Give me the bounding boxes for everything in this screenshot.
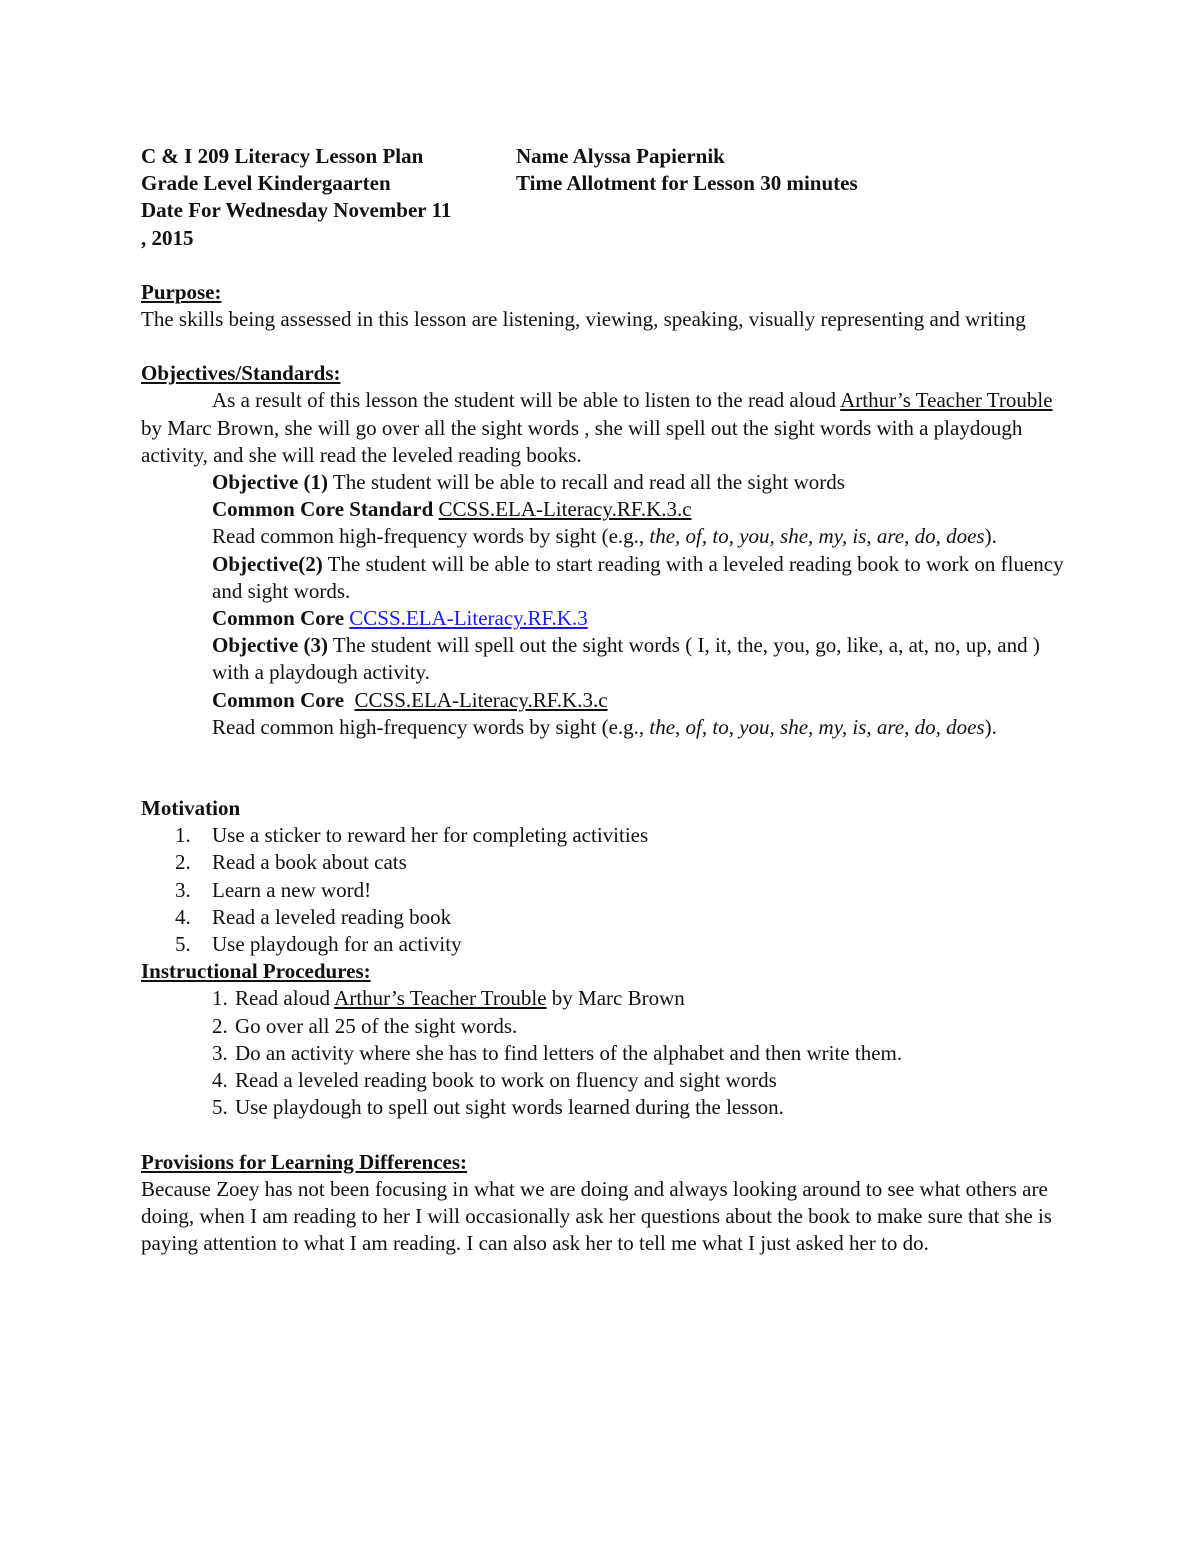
student-name: Name Alyssa Papiernik [516,144,725,168]
objective-3: Objective (3) The student will spell out the sight words ( I, it, the, you, go, like, a, at, no, up, and ) with a playdough activity. [212,633,1040,685]
motivation-list [141,822,1071,958]
standard-2: Common Core CCSS.ELA-Literacy.RF.K.3 [212,606,588,631]
procedures-title: Instructional Procedures: [141,959,371,984]
grade-level: Grade Level Kindergaarten [141,171,391,196]
purpose-text: The skills being assessed in this lesson are listening, viewing, speaking, visually representing and writing [141,307,1026,332]
time-allotment: Time Allotment for Lesson 30 minutes [516,171,858,196]
list-item: 4. Read a leveled reading book to work on fluency and sight words [212,1068,777,1093]
provisions-text: Because Zoey has not been focusing in what we are doing and always looking around to see what others are doing, when I am reading to her I will occasionally ask her questions about the book to make sure that she is paying attention to what I am reading. I can also ask her to tell me what I just asked her to do. [141,1176,1052,1256]
lesson-plan [141,143,1071,1257]
date-year: , 2015 [141,225,194,250]
objectives-title: Objectives/Standards: [141,361,341,386]
standard-3: Common Core CCSS.ELA-Literacy.RF.K.3.c [212,687,608,712]
standard-3-description: Read common high-frequency words by sight (e.g., the, of, to, you, she, my, is, are, do, does). [212,714,997,739]
standard-2-link[interactable]: CCSS.ELA-Literacy.RF.K.3 [349,606,588,631]
objectives-intro: As a result of this lesson the student will be able to listen to the read aloud Arthur’s Teacher Trouble by Marc Brown, she will go over all the sight words , she will spell out the sight words with a playdough activity, and she will read the leveled reading books. [141,388,1053,467]
objectives-list [141,469,1071,741]
procedures-list [141,985,1071,1121]
course-title: C & I 209 Literacy Lesson Plan [141,144,424,168]
list-item: 5. Use playdough to spell out sight words learned during the lesson. [212,1095,784,1120]
list-item: 1. Read aloud Arthur’s Teacher Trouble by Marc Brown [212,986,685,1011]
list-item: 3. Learn a new word! [175,877,372,902]
list-item: 3. Do an activity where she has to find letters of the alphabet and then write them. [212,1040,903,1065]
book-title: Arthur’s Teacher Trouble [840,388,1053,413]
standard-3-link[interactable]: CCSS.ELA-Literacy.RF.K.3.c [354,687,608,712]
purpose-title: Purpose: [141,279,222,304]
date-line: Date For Wednesday November 11 [141,198,452,223]
motivation-title: Motivation [141,796,241,821]
objective-2: Objective(2) The student will be able to start reading with a leveled reading book to work on fluency and sight words. [212,551,1064,603]
standard-1: Common Core Standard CCSS.ELA-Literacy.RF.K.3.c [212,497,692,522]
list-item: 5. Use playdough for an activity [175,932,462,957]
list-item: 2. Go over all 25 of the sight words. [212,1013,518,1038]
standard-1-description: Read common high-frequency words by sight (e.g., the, of, to, you, she, my, is, are, do, does). [212,524,997,549]
objective-1: Objective (1) The student will be able to recall and read all the sight words [212,470,845,495]
standard-1-link[interactable]: CCSS.ELA-Literacy.RF.K.3.c [438,497,692,522]
list-item: 2. Read a book about cats [175,850,407,875]
header-block [141,143,1071,252]
list-item: 4. Read a leveled reading book [175,904,452,929]
list-item: 1. Use a sticker to reward her for completing activities [175,823,649,848]
book-title: Arthur’s Teacher Trouble [334,986,547,1011]
provisions-title: Provisions for Learning Differences: [141,1149,468,1174]
header-left [141,143,516,252]
header-right [516,143,1071,252]
